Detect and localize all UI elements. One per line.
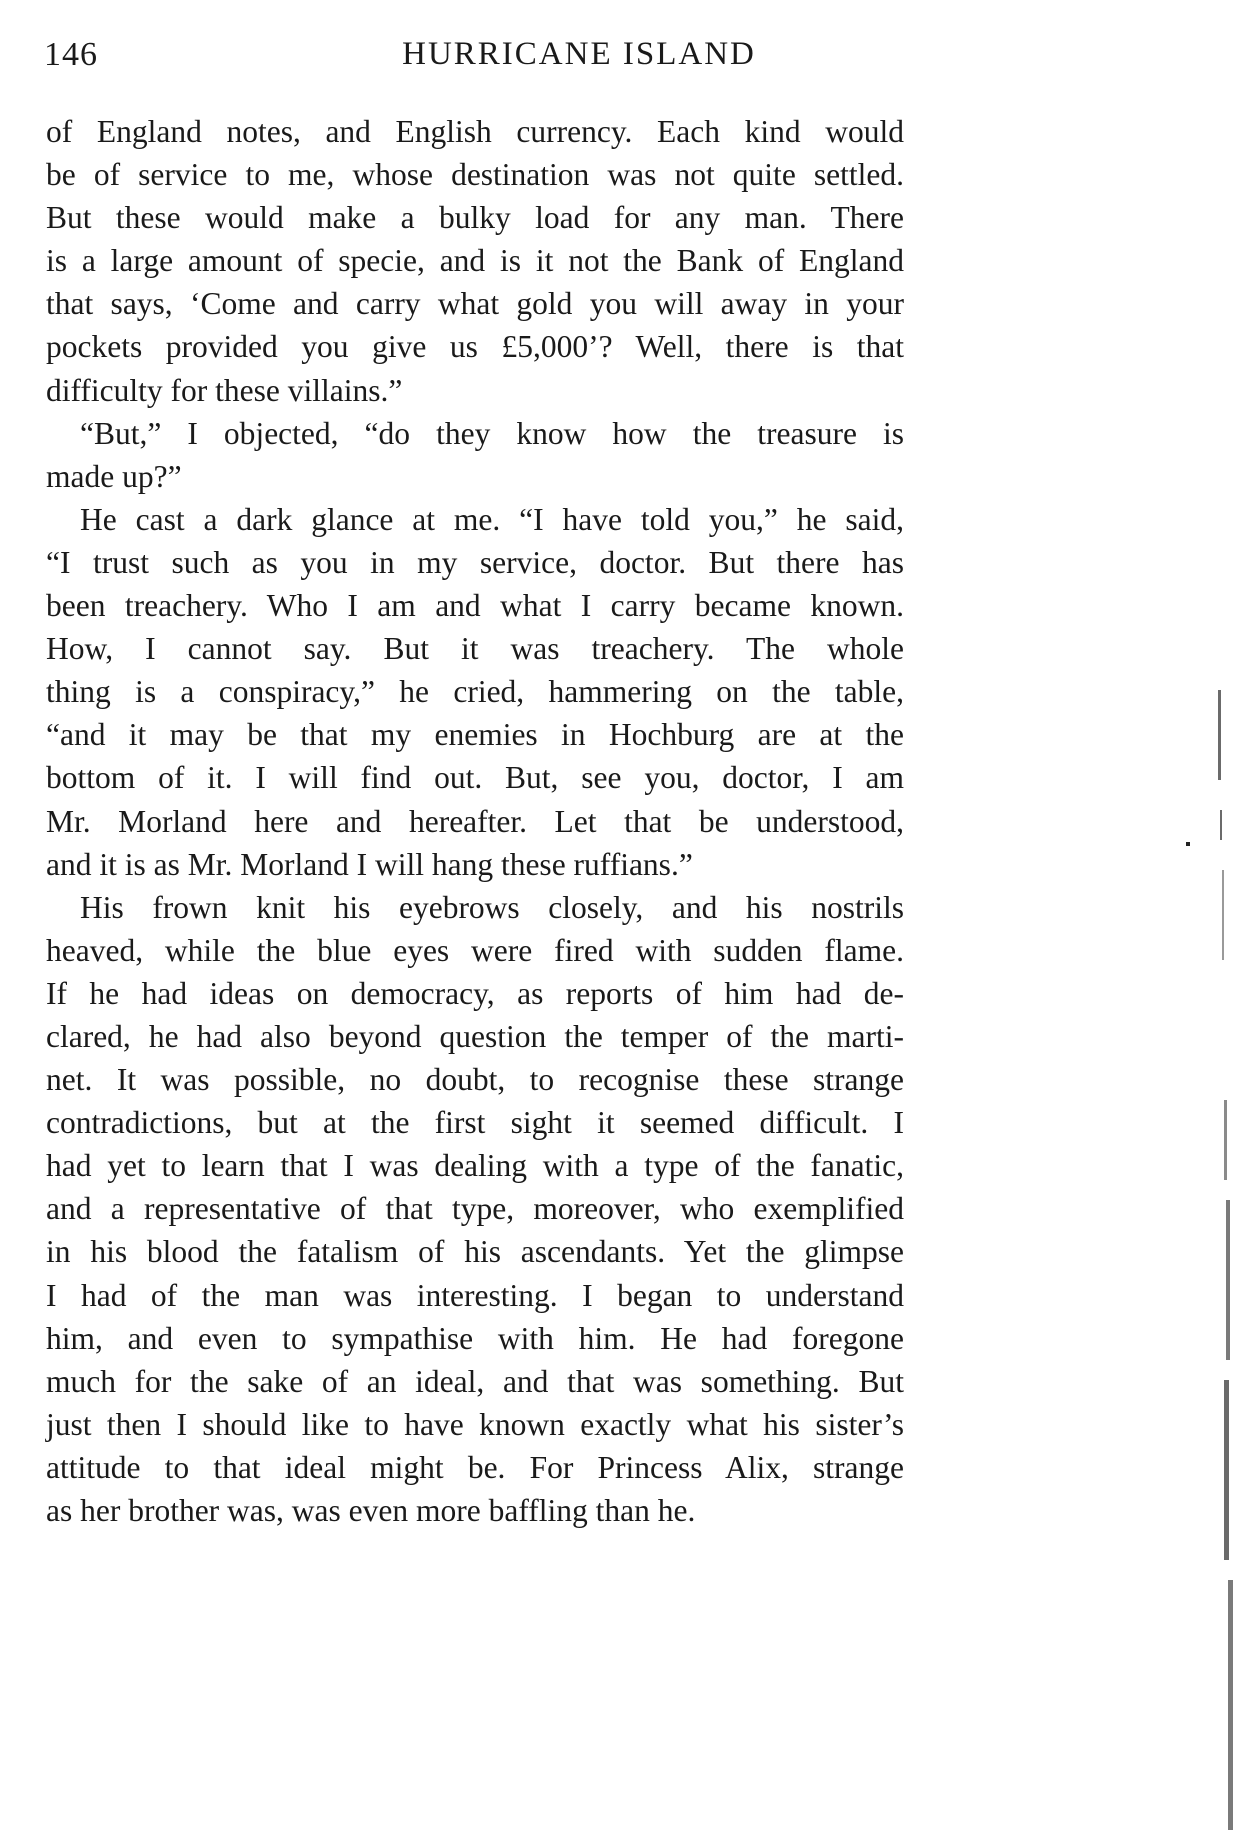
text-line: attitude to that ideal might be. For Princess Alix, strange xyxy=(46,1449,904,1485)
text-line: and a representative of that type, moreover, who exemplified xyxy=(46,1191,904,1227)
text-line: and it is as Mr. Morland I will hang these ruffians.” xyxy=(46,846,693,882)
text-line: “and it may be that my enemies in Hochburg are at the xyxy=(46,717,904,753)
paragraph xyxy=(46,412,904,498)
text-line: him, and even to sympathise with him. He had foregone xyxy=(46,1320,904,1356)
text-line: is a large amount of specie, and is it not the Bank of England xyxy=(46,243,904,279)
text-line: been treachery. Who I am and what I carry became known. xyxy=(46,588,904,624)
page-header xyxy=(44,36,1054,80)
text-line: thing is a conspiracy,” he cried, hammering on the table, xyxy=(46,674,904,710)
text-line: net. It was possible, no doubt, to recognise these strange xyxy=(46,1062,904,1098)
paragraph xyxy=(46,110,904,412)
text-line: much for the sake of an ideal, and that was something. But xyxy=(46,1363,904,1399)
text-line: made up?” xyxy=(46,458,182,494)
text-line: But these would make a bulky load for any man. There xyxy=(46,200,904,236)
page-number: 146 xyxy=(44,36,98,73)
text-line: I had of the man was interesting. I began to understand xyxy=(46,1277,904,1313)
text-line: pockets provided you give us £5,000’? Well, there is that xyxy=(46,329,904,365)
body-text xyxy=(46,110,904,1532)
scan-edge-artifact xyxy=(1194,680,1254,1833)
running-title: HURRICANE ISLAND xyxy=(402,36,756,72)
paragraph xyxy=(46,886,904,1532)
text-line: of England notes, and English currency. Each kind would xyxy=(46,114,904,149)
text-line: that says, ‘Come and carry what gold you will away in your xyxy=(46,286,904,322)
text-line: clared, he had also beyond question the temper of the marti- xyxy=(46,1018,904,1054)
text-line: If he had ideas on democracy, as reports of him had de- xyxy=(46,975,904,1011)
text-line: bottom of it. I will find out. But, see you, doctor, I am xyxy=(46,760,904,796)
text-line: contradictions, but at the first sight it seemed difficult. I xyxy=(46,1105,904,1141)
text-line: heaved, while the blue eyes were fired with sudden flame. xyxy=(46,932,904,968)
text-line: “I trust such as you in my service, doctor. But there has xyxy=(46,544,904,580)
text-line: had yet to learn that I was dealing with a type of the fanatic, xyxy=(46,1148,904,1184)
text-line: be of service to me, whose destination was not quite settled. xyxy=(46,157,904,193)
text-line: in his blood the fatalism of his ascendants. Yet the glimpse xyxy=(46,1234,904,1270)
text-line: difficulty for these villains.” xyxy=(46,372,403,408)
text-line: How, I cannot say. But it was treachery. The whole xyxy=(46,631,904,667)
text-line: He cast a dark glance at me. “I have told you,” he said, xyxy=(80,501,904,537)
text-line: as her brother was, was even more baffling than he. xyxy=(46,1493,696,1528)
text-line: just then I should like to have known exactly what his sister’s xyxy=(46,1406,904,1442)
text-line: Mr. Morland here and hereafter. Let that be understood, xyxy=(46,803,904,839)
text-line: His frown knit his eyebrows closely, and his nostrils xyxy=(80,889,904,925)
text-line: “But,” I objected, “do they know how the treasure is xyxy=(80,415,904,451)
paragraph xyxy=(46,498,904,886)
